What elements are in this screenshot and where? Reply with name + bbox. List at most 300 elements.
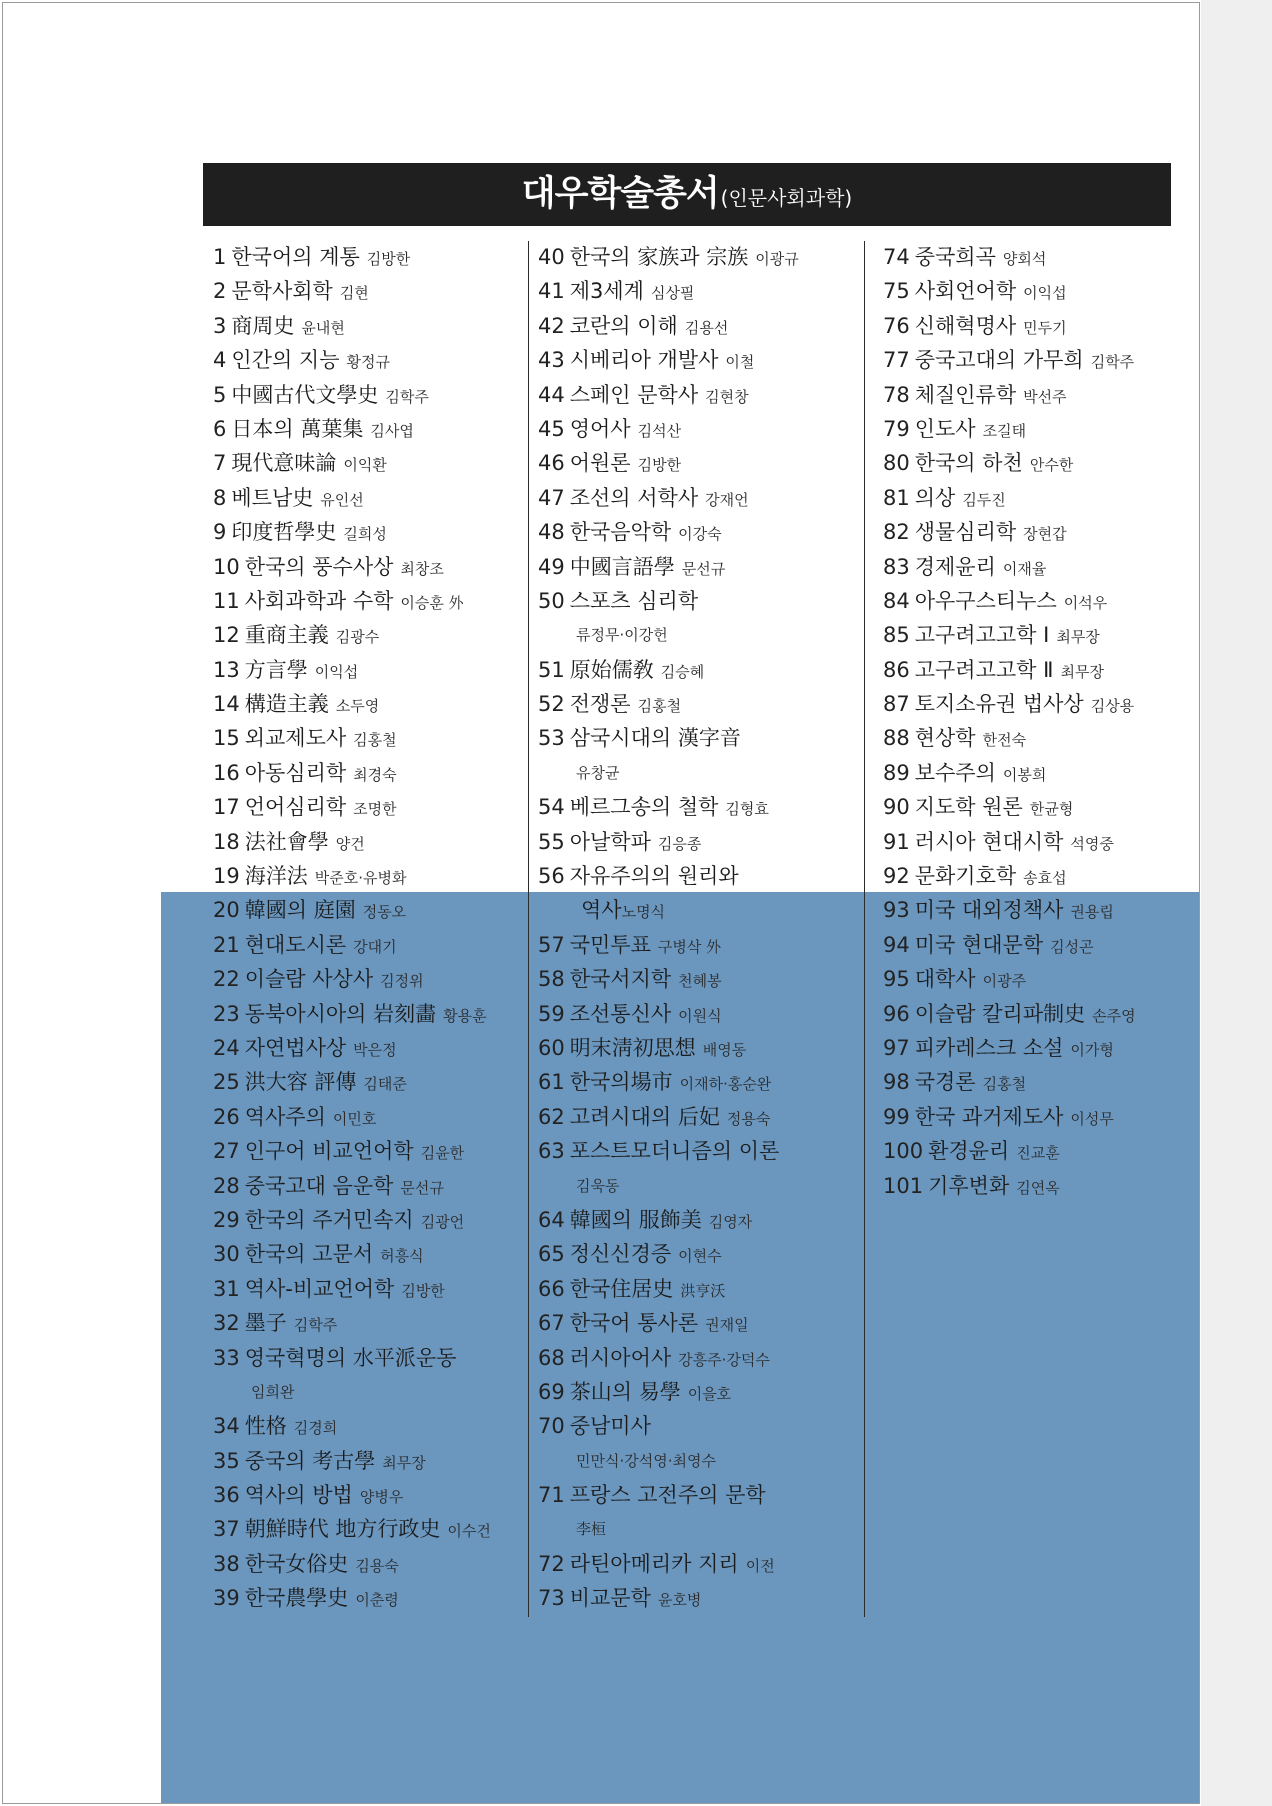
list-item	[538, 893, 799, 927]
book-title: 朝鮮時代 地方行政史	[244, 1517, 441, 1542]
list-item	[213, 997, 491, 1031]
list-item	[883, 893, 1136, 927]
book-title: 국민투표	[569, 932, 651, 957]
book-author: 이재하·홍순완	[679, 1075, 772, 1094]
book-number: 36	[213, 1483, 240, 1508]
list-item	[538, 1065, 799, 1099]
book-title: 商周史	[231, 313, 295, 338]
book-author: 양병우	[359, 1488, 404, 1507]
book-number: 7	[213, 451, 227, 476]
list-item	[538, 859, 799, 893]
book-number: 70	[538, 1414, 565, 1439]
book-author: 유인선	[320, 490, 364, 509]
book-number: 63	[538, 1139, 565, 1164]
book-author: 임희완	[251, 1382, 295, 1401]
book-author: 김현	[339, 284, 369, 303]
book-number: 69	[538, 1379, 565, 1404]
book-author: 정용숙	[726, 1109, 771, 1128]
book-author: 김정위	[380, 972, 424, 991]
book-author: 김영자	[708, 1212, 753, 1231]
book-title: 構造主義	[244, 692, 329, 717]
book-number: 59	[538, 1001, 565, 1026]
book-author: 이광규	[755, 250, 799, 268]
book-number: 95	[883, 967, 910, 992]
book-author: 이광주	[982, 972, 1027, 991]
list-item	[213, 343, 491, 377]
book-title: 외교제도사	[244, 726, 347, 751]
book-number: 45	[538, 416, 565, 441]
list-item	[538, 1547, 799, 1581]
book-author: 양건	[335, 834, 365, 853]
book-title: 한국의 하천	[914, 451, 1023, 476]
book-title: 고구려고고학 Ⅰ	[914, 623, 1050, 648]
list-item	[213, 825, 491, 859]
book-title: 한국의場市	[569, 1070, 673, 1095]
list-item	[213, 653, 491, 687]
list-item	[538, 1203, 799, 1237]
book-number: 21	[213, 932, 240, 957]
book-author: 김성곤	[1050, 937, 1094, 956]
list-item	[883, 825, 1136, 859]
book-number: 81	[883, 485, 910, 510]
book-author: 이강숙	[678, 525, 722, 544]
book-author: 황정규	[346, 353, 390, 372]
book-number: 62	[538, 1104, 565, 1129]
book-number: 11	[213, 588, 240, 613]
book-author: 최창조	[400, 559, 444, 578]
list-item	[213, 1341, 491, 1375]
book-title: 茶山의 易學	[569, 1379, 681, 1404]
list-item	[538, 309, 799, 343]
book-author: 이익환	[343, 456, 387, 475]
book-author: 이을호	[687, 1384, 732, 1403]
book-number: 76	[883, 313, 910, 338]
book-title: 보수주의	[914, 760, 996, 785]
book-title: 중남미사	[569, 1414, 651, 1439]
list-item	[883, 446, 1136, 480]
list-item	[213, 1581, 491, 1615]
book-number: 12	[213, 623, 240, 648]
list-item	[538, 1478, 799, 1512]
book-number: 91	[883, 829, 910, 854]
list-item	[538, 687, 799, 721]
book-author: 길희성	[343, 525, 387, 544]
book-title: 체질인류학	[914, 382, 1017, 407]
book-title: 한국서지학	[569, 967, 672, 992]
book-title: 삼국시대의 漢字音	[569, 726, 741, 751]
list-item	[213, 790, 491, 824]
book-title: 한국의 고문서	[244, 1242, 374, 1267]
book-number: 5	[213, 382, 227, 407]
list-item	[883, 343, 1136, 377]
list-item	[538, 274, 799, 308]
list-item	[213, 1409, 491, 1443]
book-title: 중국고대의 가무희	[914, 348, 1084, 373]
book-author: 손주영	[1092, 1006, 1136, 1025]
book-author: 석영중	[1070, 834, 1114, 853]
book-author: 최경숙	[353, 765, 397, 784]
list-item	[538, 1341, 799, 1375]
book-author: 김홍철	[353, 731, 397, 750]
column-divider-1	[528, 241, 529, 1617]
book-number: 87	[883, 692, 910, 717]
book-author: 김용숙	[355, 1556, 399, 1575]
book-number: 49	[538, 554, 565, 579]
book-author: 김형효	[725, 800, 769, 819]
list-item	[213, 515, 491, 549]
book-title: 환경윤리	[928, 1139, 1010, 1164]
book-title: 피카레스크 소설	[914, 1035, 1064, 1060]
book-number: 92	[883, 864, 910, 889]
list-item	[883, 550, 1136, 584]
book-author: 김사엽	[370, 421, 414, 440]
book-number: 32	[213, 1311, 240, 1336]
book-number: 17	[213, 795, 240, 820]
list-item	[538, 756, 799, 790]
series-title: 대우학술총서	[521, 174, 719, 214]
book-author: 이성무	[1070, 1109, 1114, 1128]
book-number: 54	[538, 795, 565, 820]
book-number: 40	[538, 245, 565, 269]
book-list-column-1	[213, 240, 491, 1616]
book-title: 국경론	[914, 1070, 976, 1095]
list-item	[538, 1100, 799, 1134]
book-title: 자유주의의 원리와	[569, 864, 739, 889]
book-number: 50	[538, 588, 565, 613]
column-divider-2	[864, 241, 865, 1617]
list-item	[213, 721, 491, 755]
book-title: 역사	[581, 898, 622, 923]
book-author: 김홍철	[982, 1075, 1027, 1094]
book-author: 심상필	[650, 284, 695, 303]
book-title: 언어심리학	[244, 795, 347, 820]
book-number: 71	[538, 1483, 565, 1508]
book-title: 인구어 비교언어학	[244, 1139, 414, 1164]
book-title: 日本의 萬葉集	[231, 416, 364, 441]
book-author: 강흥주·강덕수	[678, 1350, 770, 1369]
book-title: 역사-비교언어학	[244, 1276, 395, 1301]
book-author: 류정무·이강헌	[576, 626, 668, 645]
list-item	[538, 653, 799, 687]
book-title: 베르그송의 철학	[569, 795, 719, 820]
book-number: 18	[213, 829, 240, 854]
list-item	[538, 1409, 799, 1443]
book-author: 송효섭	[1023, 869, 1067, 888]
book-author: 민만식·강석영·최영수	[576, 1451, 716, 1470]
book-number: 23	[213, 1001, 240, 1026]
list-item	[883, 412, 1136, 446]
book-author: 김응종	[657, 834, 702, 853]
book-number: 33	[213, 1345, 240, 1370]
book-number: 16	[213, 760, 240, 785]
book-author: 김현창	[705, 387, 749, 406]
book-author: 이현수	[678, 1247, 722, 1266]
list-item	[213, 859, 491, 893]
list-item	[213, 928, 491, 962]
list-item	[883, 997, 1136, 1031]
list-item	[213, 481, 491, 515]
book-number: 80	[883, 451, 910, 476]
book-author: 권용립	[1070, 903, 1114, 922]
book-number: 93	[883, 898, 910, 923]
book-list-column-2	[538, 240, 799, 1616]
book-title: 중국희곡	[914, 245, 996, 269]
book-title: 한국 과거제도사	[914, 1104, 1064, 1129]
book-author: 정동오	[362, 903, 407, 922]
list-item	[538, 825, 799, 859]
book-title: 한국住居史	[569, 1276, 674, 1301]
book-number: 15	[213, 726, 240, 751]
book-title: 한국의 家族과 宗族	[569, 245, 749, 269]
book-number: 51	[538, 657, 565, 682]
book-number: 41	[538, 279, 565, 304]
list-item	[213, 1065, 491, 1099]
book-author: 김광언	[420, 1212, 465, 1231]
list-item	[883, 515, 1136, 549]
book-number: 3	[213, 313, 227, 338]
list-item	[538, 790, 799, 824]
book-title: 이슬람 사상사	[244, 967, 374, 992]
book-author: 윤내현	[301, 318, 345, 337]
book-number: 52	[538, 692, 565, 717]
list-item	[538, 343, 799, 377]
book-title: 印度哲學史	[231, 520, 337, 545]
book-title: 현상학	[914, 726, 976, 751]
list-item	[213, 756, 491, 790]
book-number: 68	[538, 1345, 565, 1370]
list-item	[883, 240, 1136, 274]
book-author: 최무장	[1060, 662, 1104, 681]
book-title: 한국의 주거민속지	[244, 1207, 414, 1232]
book-title: 미국 현대문학	[914, 932, 1044, 957]
book-number: 66	[538, 1276, 565, 1301]
book-number: 30	[213, 1242, 240, 1267]
book-title: 現代意味論	[231, 451, 337, 476]
book-title: 지도학 원론	[914, 795, 1023, 820]
book-author: 이원식	[678, 1006, 722, 1025]
book-title: 라틴아메리카 지리	[569, 1551, 739, 1576]
book-title: 제3세계	[569, 279, 644, 304]
book-number: 96	[883, 1001, 910, 1026]
book-author: 김용선	[684, 318, 729, 337]
list-item	[213, 687, 491, 721]
book-author: 이승훈 外	[400, 593, 464, 612]
list-item	[883, 584, 1136, 618]
book-author: 이춘령	[355, 1591, 399, 1610]
list-item	[883, 928, 1136, 962]
list-item	[538, 1581, 799, 1615]
book-title: 한국農學史	[244, 1586, 349, 1611]
list-item	[538, 928, 799, 962]
book-number: 99	[883, 1104, 910, 1129]
book-title: 경제윤리	[914, 554, 996, 579]
list-item	[213, 1478, 491, 1512]
book-title: 洪大容 評傳	[244, 1070, 357, 1095]
book-title: 아우구스티누스	[914, 588, 1057, 613]
book-number: 83	[883, 554, 910, 579]
book-number: 1	[213, 245, 227, 269]
book-number: 97	[883, 1035, 910, 1060]
book-number: 72	[538, 1551, 565, 1576]
viewer-background	[1201, 0, 1272, 1806]
book-number: 39	[213, 1586, 240, 1611]
book-number: 82	[883, 520, 910, 545]
book-number: 9	[213, 520, 227, 545]
book-author: 강재언	[705, 490, 749, 509]
book-title: 한국어 통사론	[569, 1311, 699, 1336]
book-title: 原始儒敎	[569, 657, 654, 682]
book-author: 윤호병	[657, 1591, 702, 1610]
book-number: 37	[213, 1517, 240, 1542]
list-item	[213, 1444, 491, 1478]
book-number: 2	[213, 279, 227, 304]
list-item	[883, 653, 1136, 687]
list-item	[883, 618, 1136, 652]
book-title: 어원론	[569, 451, 631, 476]
book-author: 이익섭	[1023, 284, 1067, 303]
list-item	[213, 618, 491, 652]
book-author: 김학주	[293, 1316, 338, 1335]
book-number: 35	[213, 1448, 240, 1473]
book-author: 이철	[725, 353, 755, 372]
list-item	[213, 1272, 491, 1306]
book-author: 김방한	[366, 250, 411, 268]
book-title: 스포츠 심리학	[569, 588, 699, 613]
book-number: 65	[538, 1242, 565, 1267]
book-number: 34	[213, 1414, 240, 1439]
book-author: 문선규	[681, 559, 726, 578]
book-author: 이전	[745, 1556, 775, 1575]
list-item	[883, 481, 1136, 515]
list-item	[538, 1306, 799, 1340]
book-title: 프랑스 고전주의 문학	[569, 1483, 766, 1508]
book-title: 베트남史	[231, 485, 314, 510]
book-author: 천혜봉	[678, 972, 722, 991]
book-title: 性格	[244, 1414, 287, 1439]
book-number: 58	[538, 967, 565, 992]
list-item	[213, 378, 491, 412]
book-title: 고려시대의 后妃	[569, 1104, 720, 1129]
book-author: 문선규	[400, 1178, 444, 1197]
book-title: 포스트모더니즘의 이론	[569, 1139, 780, 1164]
book-author: 박은정	[353, 1040, 397, 1059]
book-author: 한전숙	[982, 731, 1027, 750]
book-author: 장현갑	[1023, 525, 1067, 544]
book-author: 이재율	[1002, 559, 1047, 578]
book-author: 이민호	[332, 1109, 377, 1128]
list-item	[538, 962, 799, 996]
book-title: 조선의 서학사	[569, 485, 699, 510]
book-title: 동북아시아의 岩刻畵	[244, 1001, 437, 1026]
book-number: 78	[883, 382, 910, 407]
list-item	[213, 446, 491, 480]
book-title: 韓國의 服飾美	[569, 1207, 702, 1232]
book-title: 영국혁명의 水平派운동	[244, 1345, 457, 1370]
book-title: 韓國의 庭園	[244, 898, 356, 923]
list-item	[883, 687, 1136, 721]
book-author: 진교훈	[1016, 1144, 1060, 1163]
list-item	[213, 1203, 491, 1237]
book-author: 김두진	[962, 490, 1006, 509]
book-author: 구병삭 外	[657, 937, 722, 956]
book-number: 67	[538, 1311, 565, 1336]
book-number: 89	[883, 760, 910, 785]
list-item	[538, 550, 799, 584]
book-author: 김승혜	[660, 662, 705, 681]
book-author: 김학주	[1090, 353, 1135, 372]
book-author: 김석산	[637, 421, 682, 440]
list-item	[538, 1134, 799, 1168]
book-title: 생물심리학	[914, 520, 1017, 545]
book-title: 정신신경증	[569, 1242, 672, 1267]
list-item	[883, 1169, 1136, 1203]
book-number: 43	[538, 348, 565, 373]
book-title: 아날학파	[569, 829, 651, 854]
book-title: 영어사	[569, 416, 631, 441]
book-title: 문학사회학	[231, 279, 333, 304]
book-author: 유창균	[576, 763, 620, 782]
book-title: 한국어의 계통	[231, 245, 360, 269]
book-list-column-3	[883, 240, 1136, 1203]
book-number: 42	[538, 313, 565, 338]
book-title: 코란의 이해	[569, 313, 678, 338]
list-item	[213, 412, 491, 446]
book-number: 84	[883, 588, 910, 613]
book-title: 아동심리학	[244, 760, 347, 785]
book-number: 46	[538, 451, 565, 476]
list-item	[538, 1237, 799, 1271]
list-item	[213, 550, 491, 584]
list-item	[538, 240, 799, 274]
list-item	[213, 1375, 491, 1409]
book-number: 60	[538, 1035, 565, 1060]
book-title: 중국고대 음운학	[244, 1173, 394, 1198]
book-title: 한국女俗史	[244, 1551, 349, 1576]
list-item	[538, 584, 799, 618]
book-author: 김욱동	[576, 1176, 620, 1195]
document-page	[2, 2, 1200, 1804]
book-title: 法社會學	[244, 829, 329, 854]
list-item	[883, 1065, 1136, 1099]
list-item	[538, 515, 799, 549]
list-item	[538, 1512, 799, 1546]
list-item	[213, 1306, 491, 1340]
book-number: 56	[538, 864, 565, 889]
book-author: 배영동	[702, 1040, 747, 1059]
list-item	[213, 893, 491, 927]
book-number: 77	[883, 348, 910, 373]
list-item	[883, 309, 1136, 343]
book-number: 26	[213, 1104, 240, 1129]
book-number: 6	[213, 416, 227, 441]
book-author: 김학주	[385, 387, 429, 406]
list-item	[883, 1134, 1136, 1168]
book-author: 최무장	[382, 1453, 426, 1472]
list-item	[538, 481, 799, 515]
book-author: 김홍철	[637, 697, 682, 716]
list-item	[213, 1031, 491, 1065]
book-author: 김광수	[335, 628, 380, 647]
book-author: 안수한	[1029, 456, 1074, 475]
book-author: 김연옥	[1016, 1178, 1060, 1197]
list-item	[213, 309, 491, 343]
book-title: 대학사	[914, 967, 976, 992]
list-item	[538, 997, 799, 1031]
book-author: 황용훈	[443, 1006, 487, 1025]
title-bar	[203, 163, 1171, 226]
book-number: 98	[883, 1070, 910, 1095]
book-number: 48	[538, 520, 565, 545]
